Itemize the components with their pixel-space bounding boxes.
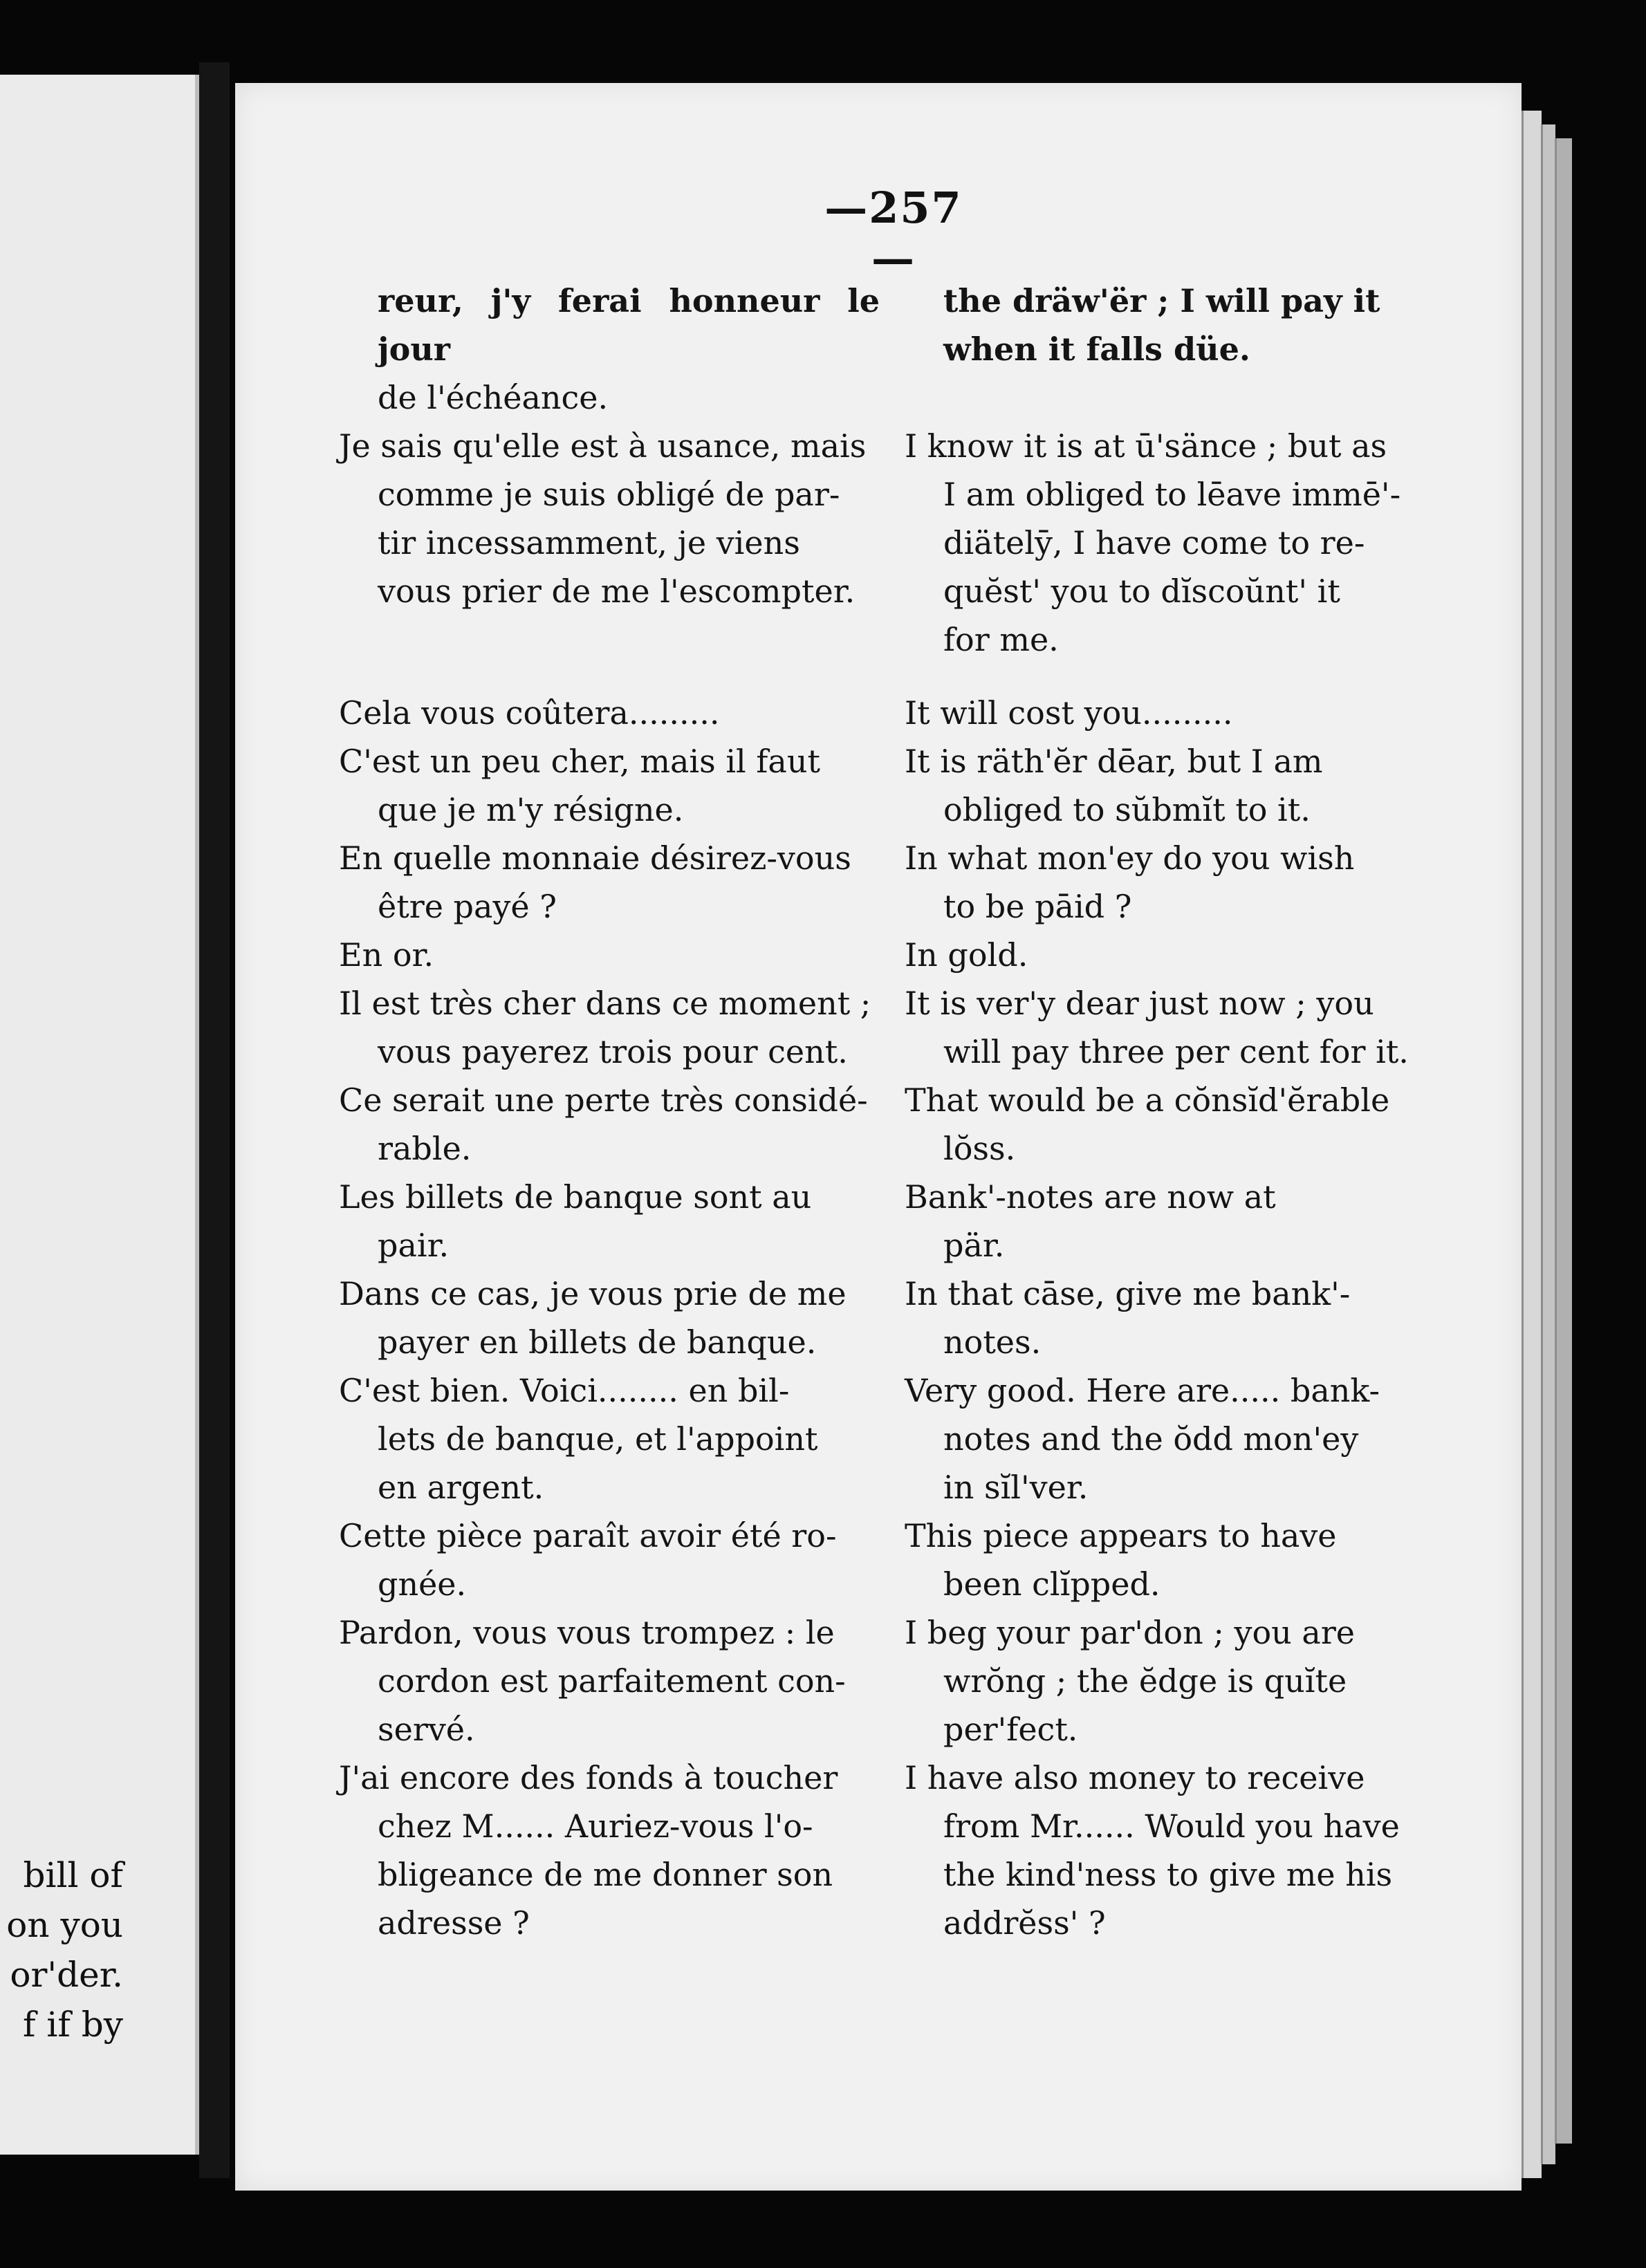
french-text <box>339 1608 880 1754</box>
french-text <box>339 277 880 422</box>
english-text <box>905 422 1445 664</box>
left-page-line: f if by <box>22 2005 123 2045</box>
dialogue-row <box>339 979 1445 1076</box>
english-text <box>905 1076 1445 1173</box>
text-line: notes. <box>943 1323 1042 1361</box>
text-line: adresse ? <box>378 1904 530 1942</box>
text-line: This piece appears to have <box>905 1517 1337 1554</box>
page-number: —257— <box>824 183 963 284</box>
left-page-fragment <box>0 75 199 2155</box>
text-line: vous payerez trois pour cent. <box>378 1033 848 1070</box>
text-line: quĕst' you to dĭscoŭnt' it <box>943 573 1340 610</box>
dialogue-row <box>339 1076 1445 1173</box>
text-line: cordon est parfaitement con- <box>378 1662 846 1700</box>
text-line: payer en billets de banque. <box>378 1323 817 1361</box>
text-line: Je sais qu'elle est à usance, mais <box>339 427 867 465</box>
text-line: been clĭpped. <box>943 1565 1160 1603</box>
dialogue-row <box>339 1173 1445 1270</box>
english-text <box>905 689 1445 737</box>
text-line: diätelȳ, I have come to re- <box>943 524 1365 561</box>
french-text <box>339 979 880 1076</box>
dialogue-row <box>339 834 1445 931</box>
left-page-line: bill of <box>23 1855 123 1895</box>
english-text <box>905 1270 1445 1366</box>
text-line: gnée. <box>378 1565 467 1603</box>
text-line: J'ai encore des fonds à toucher <box>339 1759 838 1796</box>
dialogue-row <box>339 277 1445 422</box>
dialogue-columns <box>339 277 1445 1947</box>
dialogue-row <box>339 1754 1445 1947</box>
text-line: will pay three per cent for it. <box>943 1033 1409 1070</box>
french-text <box>339 1366 880 1512</box>
left-page-line: or'der. <box>10 1955 123 1995</box>
english-text <box>905 1754 1445 1947</box>
text-line: reur, j'y ferai honneur le jour <box>378 282 880 368</box>
text-line: wrŏng ; the ĕdge is quĭte <box>943 1662 1347 1700</box>
english-text <box>905 1366 1445 1512</box>
text-line: C'est un peu cher, mais il faut <box>339 743 820 780</box>
page-edge <box>1522 111 1542 2178</box>
text-line: Il est très cher dans ce moment ; <box>339 985 871 1022</box>
text-line: notes and the ŏdd mon'ey <box>943 1420 1359 1458</box>
text-line: from Mr...... Would you have <box>943 1807 1400 1845</box>
text-line: être payé ? <box>378 888 557 925</box>
text-line: rable. <box>378 1130 472 1167</box>
french-text <box>339 422 880 664</box>
text-line: Les billets de banque sont au <box>339 1178 812 1216</box>
french-text <box>339 931 880 979</box>
english-text <box>905 931 1445 979</box>
english-text <box>905 737 1445 834</box>
text-line: en argent. <box>378 1469 544 1506</box>
text-line: tir incessamment, je viens <box>378 524 800 561</box>
text-line: It is ver'y dear just now ; you <box>905 985 1374 1022</box>
text-line: Dans ce cas, je vous prie de me <box>339 1275 847 1312</box>
french-text <box>339 737 880 834</box>
text-line: obliged to sŭbmĭt to it. <box>943 791 1311 828</box>
dialogue-row <box>339 1512 1445 1608</box>
text-line: pair. <box>378 1227 450 1264</box>
english-text <box>905 834 1445 931</box>
text-line: que je m'y résigne. <box>378 791 684 828</box>
dialogue-row <box>339 689 1445 737</box>
text-line: I know it is at ū'sänce ; but as <box>905 427 1387 465</box>
left-page-text <box>0 1850 123 2049</box>
text-line: chez M...... Auriez-vous l'o- <box>378 1807 813 1845</box>
text-line: comme je suis obligé de par- <box>378 476 840 513</box>
text-line: I beg your par'don ; you are <box>905 1614 1356 1651</box>
text-line: pär. <box>943 1227 1005 1264</box>
french-text <box>339 1754 880 1947</box>
english-text <box>905 1512 1445 1608</box>
text-line: En or. <box>339 936 434 974</box>
french-text <box>339 1512 880 1608</box>
text-line: En quelle monnaie désirez-vous <box>339 839 851 877</box>
text-line: servé. <box>378 1711 475 1748</box>
text-line: when it falls düe. <box>943 331 1250 368</box>
text-line: for me. <box>943 621 1059 658</box>
left-page-line: on you <box>6 1905 123 1945</box>
dialogue-row <box>339 1366 1445 1512</box>
french-text <box>339 834 880 931</box>
dialogue-row <box>339 737 1445 834</box>
text-line: Ce serait une perte très considé- <box>339 1081 868 1119</box>
text-line: C'est bien. Voici........ en bil- <box>339 1372 790 1409</box>
text-line: the kind'ness to give me his <box>943 1856 1393 1893</box>
text-line: lŏss. <box>943 1130 1016 1167</box>
text-line: vous prier de me l'escompter. <box>378 573 856 610</box>
text-line: In gold. <box>905 936 1028 974</box>
text-line: I am obliged to lēave immē'- <box>943 476 1401 513</box>
book-spine <box>199 62 230 2178</box>
french-text <box>339 1270 880 1366</box>
page-edge <box>1541 124 1555 2164</box>
english-text <box>905 1608 1445 1754</box>
dialogue-row <box>339 1608 1445 1754</box>
text-line: I have also money to receive <box>905 1759 1365 1796</box>
text-line: lets de banque, et l'appoint <box>378 1420 818 1458</box>
text-line: Pardon, vous vous trompez : le <box>339 1614 835 1651</box>
text-line: Bank'-notes are now at <box>905 1178 1276 1216</box>
text-line: It will cost you......... <box>905 694 1233 732</box>
text-line: to be pāid ? <box>943 888 1132 925</box>
dialogue-row <box>339 1270 1445 1366</box>
french-text <box>339 1173 880 1270</box>
text-line: That would be a cŏnsĭd'ĕrable <box>905 1081 1390 1119</box>
french-text <box>339 689 880 737</box>
text-line: Cette pièce paraît avoir été ro- <box>339 1517 837 1554</box>
text-line: In what mon'ey do you wish <box>905 839 1355 877</box>
text-line: per'fect. <box>943 1711 1078 1748</box>
english-text <box>905 979 1445 1076</box>
french-text <box>339 1076 880 1173</box>
text-line: It is räth'ĕr dēar, but I am <box>905 743 1323 780</box>
text-line: In that cāse, give me bank'- <box>905 1275 1351 1312</box>
page-edge <box>1555 138 1572 2144</box>
text-line: addrĕss' ? <box>943 1904 1106 1942</box>
text-line: de l'échéance. <box>378 379 609 416</box>
text-line: in sĭl'ver. <box>943 1469 1089 1506</box>
dialogue-row <box>339 931 1445 979</box>
dialogue-row <box>339 422 1445 664</box>
text-line: the dräw'ër ; I will pay it <box>943 282 1380 319</box>
text-line: Cela vous coûtera......... <box>339 694 720 732</box>
english-text <box>905 1173 1445 1270</box>
english-text <box>905 277 1445 422</box>
text-line: Very good. Here are..... bank- <box>905 1372 1380 1409</box>
text-line: bligeance de me donner son <box>378 1856 833 1893</box>
